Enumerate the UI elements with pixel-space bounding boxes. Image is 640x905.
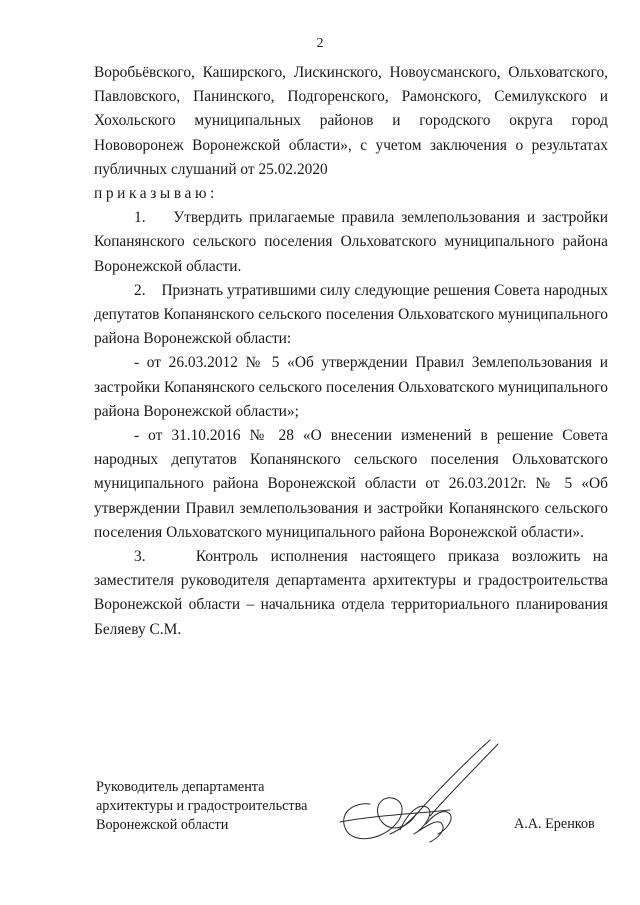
signatory-name: А.А. Еренков: [514, 816, 595, 832]
page-number: 2: [316, 36, 324, 51]
signatory-title-line-2: архитектуры и градостроительства: [96, 798, 308, 814]
signatory-title-line-1: Руководитель департамента: [96, 779, 265, 795]
handwritten-signature: [330, 738, 510, 848]
item-2-subitem-a: - от 26.03.2012 № 5 «Об утверждении Правил Землепользования и застройки Копанянского сельского поселения Ольховатского муниципального района Воронежской области»;: [94, 354, 608, 420]
item-3: 3. Контроль исполнения настоящего приказа возложить на заместителя руководителя департамента архитектуры и градостроительства Воронежской области – начальника отдела территориального планирования Беляеву С.М.: [94, 548, 608, 638]
item-2: 2. Признать утратившими силу следующие решения Совета народных депутатов Копанянского сельского поселения Ольховатского муниципального района Воронежской области:: [94, 281, 608, 348]
signature-stroke: [344, 798, 416, 839]
signature-stroke: [430, 744, 498, 816]
document-body: [94, 61, 608, 642]
signatory-title-line-3: Воронежской области: [96, 817, 229, 833]
item-1: 1. Утвердить прилагаемые правила землепользования и застройки Копанянского сельского поселения Ольховатского муниципального района Воронежской области.: [94, 209, 608, 275]
order-word: приказываю:: [94, 185, 218, 203]
item-2-subitem-b: - от 31.10.2016 № 28 «О внесении изменений в решение Совета народных депутатов Копанянского сельского поселения Ольховатского муниципального района Воронежской области от 26.03.2012г. № 5 «Об утверждении Правил землепользования и застройки Копанянского сельского поселения Ольховатского муниципального района Воронежской области».: [94, 427, 608, 541]
intro-paragraph: Воробьёвского, Каширского, Лискинского, Новоусманского, Ольховатского, Павловского, Панинского, Подгоренского, Рамонского, Семилукского и Хохольского муниципальных районов и городского округа город Нововоронеж Воронежской области», с учетом заключения о результатах публичных слушаний от 25.02.2020: [94, 64, 608, 178]
